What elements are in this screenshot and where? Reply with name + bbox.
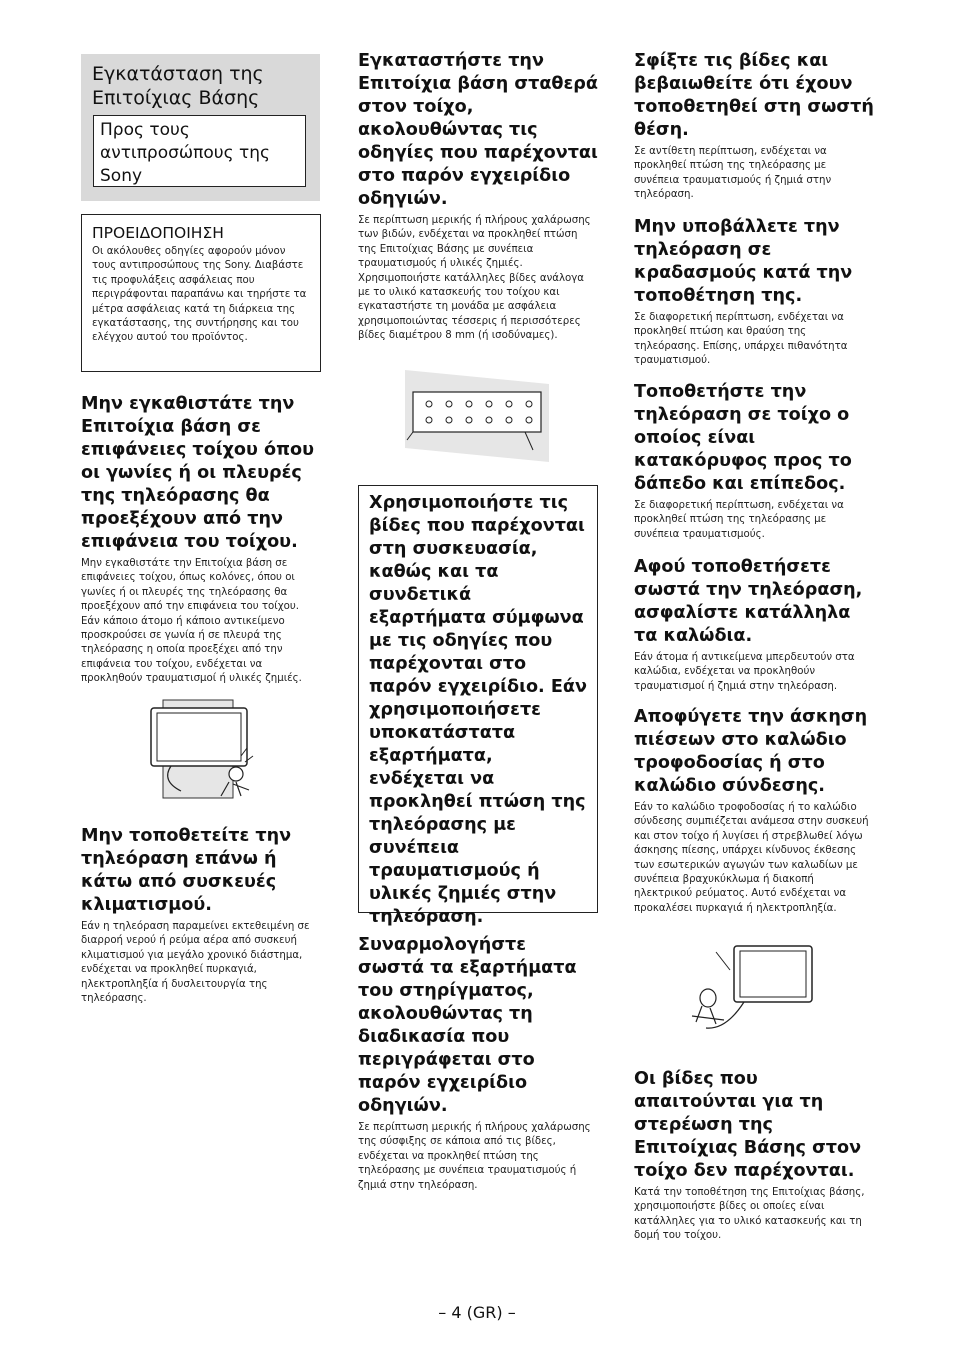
section-no-shock xyxy=(634,216,874,369)
section-text: Σε περίπτωση μερικής ή πλήρους χαλάρωσης των βιδών, ενδέχεται να προκληθεί πτώση της Επιτοίχιας Βάσης με συνέπεια τραυματισμούς ή υλικές ζημιές. Χρησιμοποιήστε κατάλληλες βίδες ανάλογα με το υλικό κατασκευής του τοίχου και εγκαταστήστε τη μονάδα με ασφάλεια χρησιμοποιώντας τέσσερις ή περισσότερες βίδες διαμέτρου 8 mm (ή ισοδύναμες). xyxy=(358,215,591,342)
section-vertical-wall xyxy=(634,381,874,542)
section-secure-cables xyxy=(634,556,874,694)
section-wall-protrusion xyxy=(81,393,321,687)
page-title: Εγκατάσταση της Επιτοίχιας Βάσης xyxy=(92,63,264,109)
section-cable-pressure xyxy=(634,706,874,916)
section-heading: Αφού τοποθετήσετε σωστά την τηλεόραση, ασφαλίστε κατάλληλα τα καλώδια. xyxy=(634,557,863,646)
section-heading: Οι βίδες που απαιτούνται για τη στερέωση της Επιτοίχιας Βάσης στον τοίχο δεν παρέχονται. xyxy=(634,1069,862,1181)
section-heading: Συναρμολογήστε σωστά τα εξαρτήματα του στηρίγματος, ακολουθώντας τη διαδικασία που περιγράφεται στο παρόν εγχειρίδιο οδηγιών. xyxy=(358,935,577,1116)
section-text: Εάν άτομα ή αντικείμενα μπερδευτούν στα καλώδια, ενδέχεται να προκληθούν τραυματισμοί ή ζημιά στην τηλεόραση. xyxy=(634,652,855,692)
audience-box: Προς τους αντιπροσώπους της Sony xyxy=(93,115,306,187)
section-text: Εάν το καλώδιο τροφοδοσίας ή το καλώδιο σύνδεσης συμπιέζεται ανάμεσα στην συσκευή και στον τοίχο ή λυγίσει ή στρεβλωθεί λόγω άσκησης πίεσης, υπάρχει κίνδυνος έκθεσης των εσωτερικών αγωγών των καλωδίων με συνέπεια βραχυκύκλωμα ή διακοπή ηλεκτρικού ρεύματος. Αυτό ενδέχεται να προκαλέσει πυρκαγιά ή ηλεκτροπληξία. xyxy=(634,802,869,914)
warning-text: Οι ακόλουθες οδηγίες αφορούν μόνον τους αντιπροσώπους της Sony. Διαβάστε τις προφυλάξεις ασφάλειας που περιγράφονται παραπάνω και τηρήστε τα μέτρα ασφάλειας κατά τη διάρκεια της εγκατάστασης, της συντήρησης και του ελέγχου αυτού του προϊόντος. xyxy=(92,246,307,344)
section-heading: Μην εγκαθιστάτε την Επιτοίχια βάση σε επιφάνειες τοίχου όπου οι γωνίες ή οι πλευρές της τηλεόρασης θα προεξέχουν από την επιφάνεια του τοίχου. xyxy=(81,394,314,552)
section-install-firmly xyxy=(358,50,598,344)
section-heading: Τοποθετήστε την τηλεόραση σε τοίχο ο οποίος είναι κατακόρυφος προς το δάπεδο και επίπεδος. xyxy=(634,382,852,494)
wall-bracket-illustration xyxy=(405,370,549,462)
page-number: – 4 (GR) – xyxy=(438,1303,516,1322)
section-text: Σε αντίθετη περίπτωση, ενδέχεται να προκληθεί πτώση της τηλεόρασης με συνέπεια τραυματισμούς ή ζημιά στην τηλεόραση. xyxy=(634,146,832,201)
section-tighten-screws xyxy=(634,50,874,203)
section-text: Εάν η τηλεόραση παραμείνει εκτεθειμένη σε διαρροή νερού ή ρεύμα αέρα από συσκευή κλιματισμού για μεγάλο χρονικό διάστημα, ενδέχεται να προκληθεί πυρκαγιά, ηλεκτροπληξία ή δυσλειτουργία της τηλεόρασης. xyxy=(81,921,310,1005)
section-assemble-parts xyxy=(358,934,598,1193)
section-title-box xyxy=(81,54,320,201)
section-screws-not-supplied xyxy=(634,1068,874,1244)
tv-cable-illustration xyxy=(686,940,816,1040)
section-heading: Εγκαταστήστε την Επιτοίχια βάση σταθερά στον τοίχο, ακολουθώντας τις οδηγίες που παρέχονται στο παρόν εγχειρίδιο οδηγιών. xyxy=(358,51,598,209)
section-text: Σε διαφορετική περίπτωση, ενδέχεται να προκληθεί πτώση της τηλεόρασης με συνέπεια τραυματισμούς. xyxy=(634,500,844,540)
warning-box xyxy=(81,214,321,372)
section-heading: Σφίξτε τις βίδες και βεβαιωθείτε ότι έχουν τοποθετηθεί στη σωστή θέση. xyxy=(634,51,874,140)
warning-title: ΠΡΟΕΙΔΟΠΟΙΗΣΗ xyxy=(92,224,224,242)
section-text: Κατά την τοποθέτηση της Επιτοίχιας βάσης, χρησιμοποιήστε βίδες οι οποίες είναι κατάλληλες για το υλικό κατασκευής και τη δομή του τοίχου. xyxy=(634,1187,865,1242)
section-air-conditioner xyxy=(81,825,321,1006)
section-heading: Μην υποβάλλετε την τηλεόραση σε κραδασμούς κατά την τοποθέτηση της. xyxy=(634,217,853,306)
section-heading: Αποφύγετε την άσκηση πιέσεων στο καλώδιο τροφοδοσίας ή στο καλώδιο σύνδεσης. xyxy=(634,707,868,796)
tv-column-illustration xyxy=(141,696,256,801)
section-text: Σε περίπτωση μερικής ή πλήρους χαλάρωσης της σύσφιξης σε κάποια από τις βίδες, ενδέχεται να προκληθεί πτώση της τηλεόρασης με συνέπεια τραυματισμούς ή ζημιά στην τηλεόραση. xyxy=(358,1122,591,1191)
parts-warning-box xyxy=(358,485,598,927)
section-heading: Μην τοποθετείτε την τηλεόραση επάνω ή κάτω από συσκευές κλιματισμού. xyxy=(81,826,292,915)
section-text: Σε διαφορετική περίπτωση, ενδέχεται να προκληθεί πτώση και θραύση της τηλεόρασης. Επίσης, υπάρχει πιθανότητα τραυματισμού. xyxy=(634,312,848,367)
section-text: Μην εγκαθιστάτε την Επιτοίχια βάση σε επιφάνειες τοίχου, όπως κολόνες, όπου οι γωνίες ή οι πλευρές της τηλεόρασης θα προεξέχουν από την επιφάνεια του τοίχου. Εάν κάποιο άτομο ή κάποιο αντικείμενο προσκρούσει σε γωνία ή σε πλευρά της τηλεόρασης η οποία προεξέχει από την επιφάνεια του τοίχου, ενδέχεται να προκληθούν τραυματισμοί ή υλικές ζημιές. xyxy=(81,558,302,685)
section-heading: Χρησιμοποιήστε τις βίδες που παρέχονται στη συσκευασία, καθώς και τα συνδετικά εξαρτήματα σύμφωνα με τις οδηγίες που παρέχονται στο παρόν εγχειρίδιο. Εάν χρησιμοποιήσετε υποκατάστατα εξαρτήματα, ενδέχεται να προκληθεί πτώση της τηλεόρασης με συνέπεια τραυματισμούς ή υλικές ζημιές στην τηλεόραση. xyxy=(369,493,587,927)
